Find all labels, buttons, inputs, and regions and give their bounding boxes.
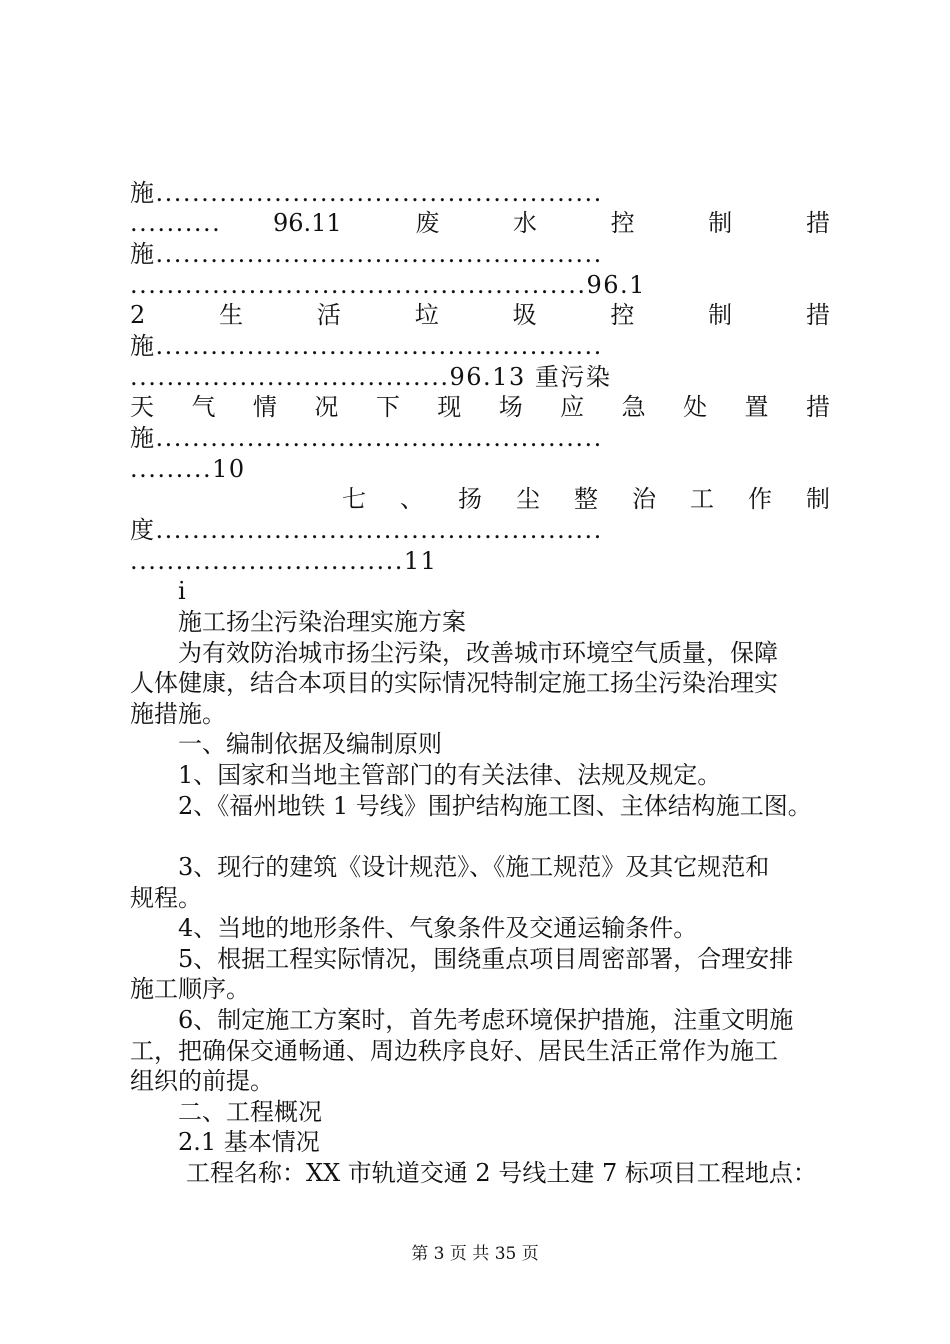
- toc-word: 处: [683, 393, 708, 421]
- toc-word: 、: [400, 485, 424, 513]
- toc-word: 生: [219, 301, 244, 329]
- toc-word: 天: [130, 393, 154, 421]
- toc-line: .........10: [130, 455, 246, 483]
- page-roman-number: i: [178, 577, 186, 605]
- toc-line: ..............................11: [130, 547, 438, 575]
- toc-word: 急: [621, 393, 646, 421]
- paragraph-line: 工程名称：XX 市轨道交通 2 号线土建 7 标项目工程地点：: [186, 1159, 817, 1187]
- list-item: 1、国家和当地主管部门的有关法律、法规及规定。: [178, 761, 722, 789]
- toc-word: 水: [512, 209, 537, 237]
- toc-word: 情: [252, 393, 277, 421]
- toc-word: 圾: [512, 301, 537, 329]
- toc-line-heavy-pollution: [130, 392, 830, 423]
- toc-word: 七: [342, 485, 366, 513]
- toc-line: 度.................................................: [130, 516, 603, 544]
- toc-word: 应: [560, 393, 585, 421]
- list-item-cont: 组织的前提。: [130, 1067, 274, 1095]
- paragraph-line: 人体健康，结合本项目的实际情况特制定施工扬尘污染治理实: [130, 669, 778, 697]
- list-item-cont: 规程。: [130, 884, 202, 912]
- list-item: 3、现行的建筑《设计规范》、《施工规范》及其它规范和: [178, 853, 770, 881]
- toc-word: 措: [805, 209, 830, 237]
- toc-line-waste-water: [130, 208, 830, 239]
- list-item-cont: 工，把确保交通畅通、周边秩序良好、居民生活正常作为施工: [130, 1037, 778, 1065]
- list-item: 5、根据工程实际情况，围绕重点项目周密部署，合理安排: [178, 945, 794, 973]
- toc-line: ..................................................96.1: [130, 271, 646, 299]
- section-heading: 一、编制依据及编制原则: [178, 730, 442, 758]
- toc-word: 制: [806, 485, 830, 513]
- toc-line-dust-system: [342, 484, 830, 515]
- toc-word: 扬: [458, 485, 482, 513]
- section-heading: 二、工程概况: [178, 1098, 322, 1126]
- toc-word: 气: [191, 393, 216, 421]
- toc-word: 况: [314, 393, 339, 421]
- toc-word: 场: [498, 393, 523, 421]
- toc-word: 措: [805, 301, 830, 329]
- toc-word: 治: [632, 485, 656, 513]
- toc-word: 现: [437, 393, 462, 421]
- list-item-cont: 施工顺序。: [130, 975, 250, 1003]
- toc-word: 垃: [414, 301, 439, 329]
- toc-line: ...................................96.13 重污染: [130, 363, 612, 391]
- toc-line-garbage: [130, 300, 830, 331]
- list-item: 2、《福州地铁 1 号线》围护结构施工图、主体结构施工图。: [178, 792, 812, 820]
- toc-line: 施.................................................: [130, 332, 603, 360]
- subsection-heading: 2.1 基本情况: [178, 1128, 320, 1156]
- toc-word: 工: [690, 485, 714, 513]
- toc-word: 制: [708, 209, 733, 237]
- document-title: 施工扬尘污染治理实施方案: [178, 608, 466, 636]
- toc-line: 施.................................................: [130, 179, 603, 207]
- toc-word: 活: [316, 301, 341, 329]
- toc-word: 控: [610, 301, 635, 329]
- toc-word: 废: [415, 209, 440, 237]
- paragraph-line: 施措施。: [130, 700, 226, 728]
- toc-line: 施.................................................: [130, 424, 603, 452]
- toc-word: 整: [574, 485, 598, 513]
- list-item: 6、制定施工方案时，首先考虑环境保护措施，注重文明施: [178, 1006, 794, 1034]
- toc-number: 96.11: [272, 209, 342, 237]
- toc-word: 下: [375, 393, 400, 421]
- toc-word: 措: [805, 393, 830, 421]
- toc-word: 置: [744, 393, 769, 421]
- toc-word: 2: [130, 301, 146, 329]
- toc-word: 尘: [516, 485, 540, 513]
- paragraph-line: 为有效防治城市扬尘污染，改善城市环境空气质量，保障: [178, 639, 778, 667]
- toc-line: 施.................................................: [130, 240, 603, 268]
- toc-dots: ..........: [130, 209, 222, 237]
- page-footer: 第 3 页 共 35 页: [411, 1244, 539, 1264]
- list-item: 4、当地的地形条件、气象条件及交通运输条件。: [178, 914, 698, 942]
- toc-word: 作: [748, 485, 772, 513]
- toc-word: 制: [708, 301, 733, 329]
- toc-word: 控: [610, 209, 635, 237]
